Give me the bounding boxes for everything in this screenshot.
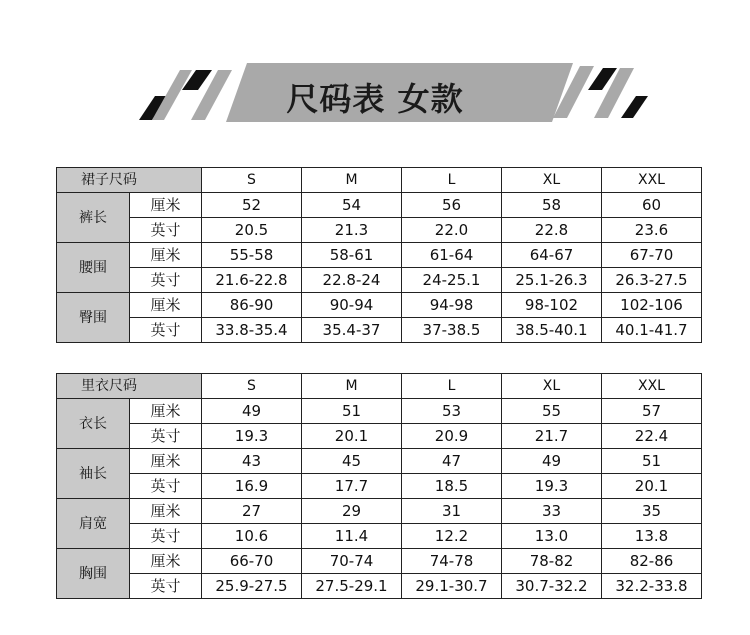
header-row <box>57 168 702 193</box>
unit-label: 英寸 <box>130 524 202 549</box>
table-row <box>57 293 702 318</box>
measurement-label: 腰围 <box>57 243 130 293</box>
size-header: XXL <box>602 168 702 193</box>
unit-label: 英寸 <box>130 574 202 599</box>
size-value-cell: 21.3 <box>302 218 402 243</box>
size-header: XXL <box>602 374 702 399</box>
size-header: L <box>402 168 502 193</box>
size-value-cell: 31 <box>402 499 502 524</box>
size-value-cell: 25.1-26.3 <box>502 268 602 293</box>
size-value-cell: 38.5-40.1 <box>502 318 602 343</box>
unit-label: 厘米 <box>130 399 202 424</box>
header-row <box>57 374 702 399</box>
table-row <box>57 449 702 474</box>
size-value-cell: 13.0 <box>502 524 602 549</box>
size-value-cell: 86-90 <box>202 293 302 318</box>
size-header: XL <box>502 374 602 399</box>
measurement-label: 裤长 <box>57 193 130 243</box>
table-title: 裙子尺码 <box>57 168 202 193</box>
table-row <box>57 218 702 243</box>
unit-label: 英寸 <box>130 218 202 243</box>
size-value-cell: 23.6 <box>602 218 702 243</box>
unit-label: 厘米 <box>130 499 202 524</box>
size-value-cell: 20.1 <box>302 424 402 449</box>
unit-label: 英寸 <box>130 424 202 449</box>
size-value-cell: 20.1 <box>602 474 702 499</box>
table-row <box>57 549 702 574</box>
size-value-cell: 29 <box>302 499 402 524</box>
page-title: 尺码表 女款 <box>286 80 464 118</box>
size-value-cell: 37-38.5 <box>402 318 502 343</box>
size-value-cell: 90-94 <box>302 293 402 318</box>
size-value-cell: 51 <box>302 399 402 424</box>
size-value-cell: 19.3 <box>502 474 602 499</box>
size-value-cell: 49 <box>202 399 302 424</box>
unit-label: 英寸 <box>130 318 202 343</box>
size-value-cell: 49 <box>502 449 602 474</box>
size-value-cell: 33.8-35.4 <box>202 318 302 343</box>
size-value-cell: 18.5 <box>402 474 502 499</box>
size-value-cell: 11.4 <box>302 524 402 549</box>
size-value-cell: 94-98 <box>402 293 502 318</box>
table-row <box>57 524 702 549</box>
size-value-cell: 12.2 <box>402 524 502 549</box>
size-value-cell: 26.3-27.5 <box>602 268 702 293</box>
size-value-cell: 51 <box>602 449 702 474</box>
unit-label: 厘米 <box>130 449 202 474</box>
unit-label: 英寸 <box>130 474 202 499</box>
table-row <box>57 243 702 268</box>
unit-label: 厘米 <box>130 243 202 268</box>
size-header: S <box>202 168 302 193</box>
unit-label: 厘米 <box>130 549 202 574</box>
measurement-label: 肩宽 <box>57 499 130 549</box>
size-value-cell: 32.2-33.8 <box>602 574 702 599</box>
size-value-cell: 56 <box>402 193 502 218</box>
size-value-cell: 64-67 <box>502 243 602 268</box>
table-row <box>57 399 702 424</box>
size-value-cell: 16.9 <box>202 474 302 499</box>
size-header: L <box>402 374 502 399</box>
size-value-cell: 27 <box>202 499 302 524</box>
size-value-cell: 22.8-24 <box>302 268 402 293</box>
size-value-cell: 20.9 <box>402 424 502 449</box>
unit-label: 厘米 <box>130 193 202 218</box>
size-value-cell: 55-58 <box>202 243 302 268</box>
size-value-cell: 70-74 <box>302 549 402 574</box>
size-value-cell: 22.4 <box>602 424 702 449</box>
size-value-cell: 29.1-30.7 <box>402 574 502 599</box>
size-value-cell: 58-61 <box>302 243 402 268</box>
size-value-cell: 43 <box>202 449 302 474</box>
size-value-cell: 60 <box>602 193 702 218</box>
size-value-cell: 10.6 <box>202 524 302 549</box>
size-value-cell: 35 <box>602 499 702 524</box>
size-header: XL <box>502 168 602 193</box>
size-header: M <box>302 168 402 193</box>
size-value-cell: 61-64 <box>402 243 502 268</box>
size-value-cell: 22.8 <box>502 218 602 243</box>
size-value-cell: 30.7-32.2 <box>502 574 602 599</box>
size-value-cell: 21.7 <box>502 424 602 449</box>
size-header: S <box>202 374 302 399</box>
table-row <box>57 424 702 449</box>
table-row <box>57 193 702 218</box>
size-value-cell: 17.7 <box>302 474 402 499</box>
size-value-cell: 66-70 <box>202 549 302 574</box>
unit-label: 厘米 <box>130 293 202 318</box>
size-value-cell: 35.4-37 <box>302 318 402 343</box>
unit-label: 英寸 <box>130 268 202 293</box>
size-value-cell: 27.5-29.1 <box>302 574 402 599</box>
size-value-cell: 19.3 <box>202 424 302 449</box>
size-value-cell: 52 <box>202 193 302 218</box>
size-value-cell: 22.0 <box>402 218 502 243</box>
measurement-label: 衣长 <box>57 399 130 449</box>
measurement-label: 袖长 <box>57 449 130 499</box>
size-value-cell: 78-82 <box>502 549 602 574</box>
table-row <box>57 574 702 599</box>
table-row <box>57 268 702 293</box>
size-value-cell: 21.6-22.8 <box>202 268 302 293</box>
size-value-cell: 47 <box>402 449 502 474</box>
size-value-cell: 54 <box>302 193 402 218</box>
size-value-cell: 102-106 <box>602 293 702 318</box>
size-value-cell: 53 <box>402 399 502 424</box>
table-row <box>57 499 702 524</box>
skirt-size-table <box>56 167 702 343</box>
size-value-cell: 58 <box>502 193 602 218</box>
table-row <box>57 318 702 343</box>
measurement-label: 胸围 <box>57 549 130 599</box>
table-row <box>57 474 702 499</box>
size-value-cell: 13.8 <box>602 524 702 549</box>
title-banner <box>0 0 750 140</box>
size-value-cell: 20.5 <box>202 218 302 243</box>
size-value-cell: 25.9-27.5 <box>202 574 302 599</box>
measurement-label: 臀围 <box>57 293 130 343</box>
size-value-cell: 55 <box>502 399 602 424</box>
size-value-cell: 57 <box>602 399 702 424</box>
size-value-cell: 82-86 <box>602 549 702 574</box>
size-value-cell: 45 <box>302 449 402 474</box>
size-value-cell: 24-25.1 <box>402 268 502 293</box>
size-value-cell: 98-102 <box>502 293 602 318</box>
top-size-table <box>56 373 702 599</box>
size-value-cell: 40.1-41.7 <box>602 318 702 343</box>
table-title: 里衣尺码 <box>57 374 202 399</box>
size-value-cell: 33 <box>502 499 602 524</box>
size-value-cell: 67-70 <box>602 243 702 268</box>
size-header: M <box>302 374 402 399</box>
size-value-cell: 74-78 <box>402 549 502 574</box>
